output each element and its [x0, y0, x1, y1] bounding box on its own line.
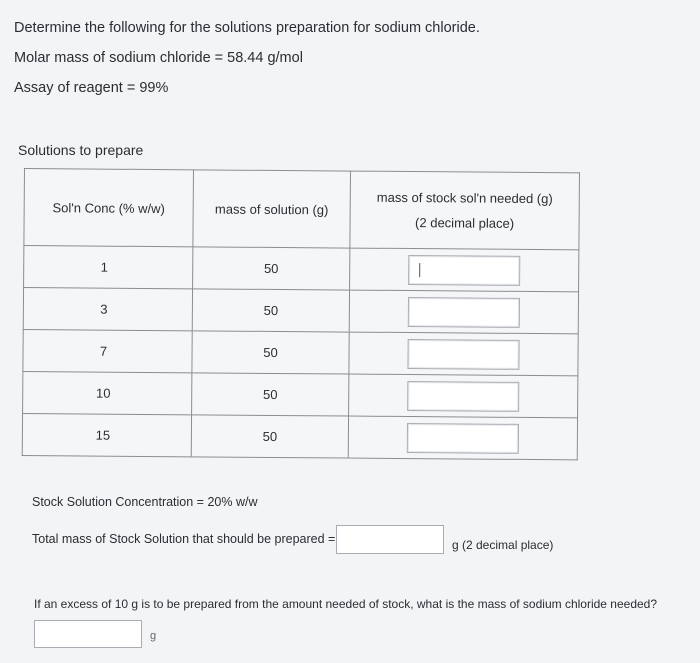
mass-cell: 50 [192, 331, 349, 374]
answer-cell [348, 416, 577, 460]
conc-cell: 3 [23, 288, 192, 331]
conc-cell: 7 [23, 329, 192, 372]
solutions-heading: Solutions to prepare [18, 142, 144, 158]
header-stock-line1: mass of stock sol'n needed (g) [376, 189, 553, 207]
table-header-row [24, 169, 580, 250]
solutions-table [22, 168, 580, 460]
stock-mass-input-3[interactable] [407, 339, 519, 370]
nacl-mass-input[interactable] [34, 620, 142, 648]
table-row [23, 288, 578, 334]
assay-text: Assay of reagent = 99% [14, 80, 169, 96]
stock-concentration-text: Stock Solution Concentration = 20% w/w [32, 495, 258, 509]
excess-question: If an excess of 10 g is to be prepared from the amount needed of stock, what is the mass of sodium chloride needed? [34, 597, 658, 611]
mass-cell: 50 [191, 415, 348, 458]
total-mass-label: Total mass of Stock Solution that should be prepared = [32, 532, 336, 546]
text-caret [419, 263, 420, 277]
stock-mass-input-4[interactable] [407, 381, 519, 412]
table-row [23, 329, 578, 375]
conc-cell: 10 [23, 371, 192, 414]
mass-cell: 50 [192, 373, 349, 416]
stock-mass-input-1[interactable] [408, 255, 520, 286]
table-row [23, 371, 578, 417]
conc-cell: 1 [24, 246, 193, 289]
answer-cell [349, 332, 578, 376]
total-mass-unit: g (2 decimal place) [452, 538, 554, 552]
molar-mass-text: Molar mass of sodium chloride = 58.44 g/mol [14, 50, 303, 66]
stock-mass-input-5[interactable] [407, 423, 519, 454]
total-mass-input[interactable] [336, 525, 444, 554]
header-concentration: Sol'n Conc (% w/w) [24, 169, 194, 247]
header-stock-line2: (2 decimal place) [415, 215, 515, 231]
question-title: Determine the following for the solutions preparation for sodium chloride. [14, 20, 480, 36]
header-mass-solution: mass of solution (g) [193, 170, 351, 248]
answer-cell [350, 248, 579, 292]
table-row [24, 246, 579, 292]
table-row [22, 413, 577, 459]
mass-cell: 50 [192, 289, 349, 332]
mass-cell: 50 [193, 247, 350, 290]
stock-mass-input-2[interactable] [408, 297, 520, 328]
conc-cell: 15 [22, 413, 191, 456]
answer-cell [349, 374, 578, 418]
nacl-mass-unit: g [150, 630, 157, 642]
answer-cell [349, 290, 578, 334]
header-stock-mass [350, 171, 580, 250]
